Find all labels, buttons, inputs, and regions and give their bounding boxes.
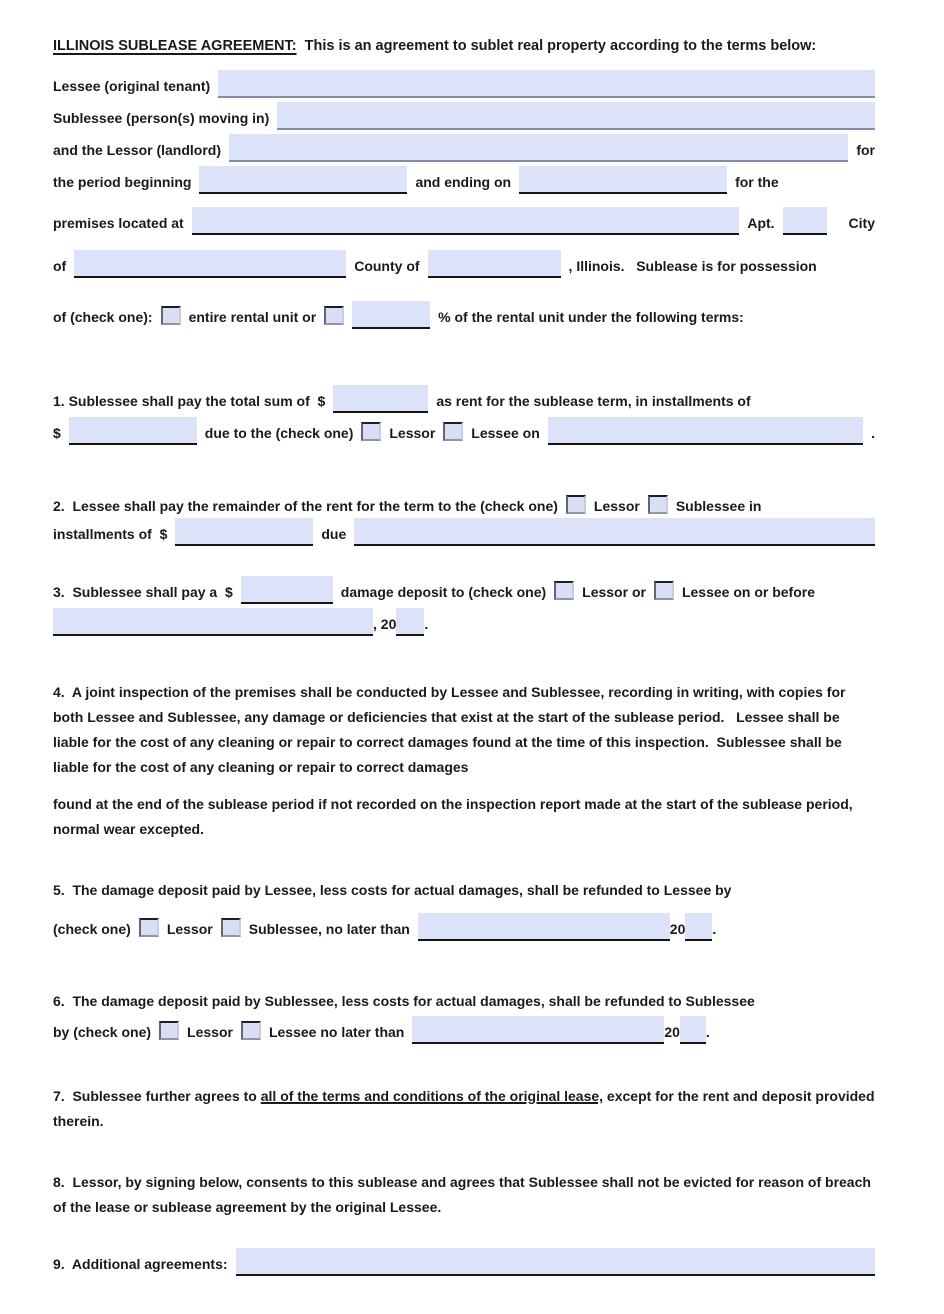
c6-lessor-checkbox[interactable]	[159, 1021, 179, 1040]
c6-period-text: .	[705, 1024, 710, 1040]
lessee-label: Lessee (original tenant)	[53, 78, 211, 94]
c2-installment-field[interactable]	[175, 518, 313, 546]
clause3-mid-text: damage deposit to (check one)	[340, 584, 547, 600]
c6-date-group	[412, 1016, 709, 1044]
clause9-label: 9. Additional agreements:	[53, 1256, 228, 1272]
clause5-line1: 5. The damage deposit paid by Lessee, less costs for actual damages, shall be refunded to Lessee by	[53, 882, 732, 898]
c1-lessor-label: Lessor	[389, 425, 436, 441]
c5-sublessee-checkbox[interactable]	[221, 918, 241, 937]
clause3-line2	[53, 608, 875, 636]
city-of-label: of	[53, 258, 67, 274]
c3-period-text: .	[424, 616, 429, 632]
clause9-row	[53, 1248, 875, 1276]
clause3-pre-text: 3. Sublessee shall pay a $	[53, 584, 233, 600]
percent-suffix-text: % of the rental unit under the following terms:	[438, 309, 744, 325]
possession-choice-row	[53, 301, 875, 329]
premises-label: premises located at	[53, 215, 184, 231]
period-row-suffix: for the	[735, 174, 779, 190]
document-title-rest: This is an agreement to sublet real property according to the terms below:	[296, 38, 817, 54]
clause2-text: 2. Lessee shall pay the remainder of the rent for the term to the (check one)	[53, 498, 558, 514]
c3-date-field[interactable]	[53, 608, 373, 636]
clause2-line2	[53, 518, 875, 546]
clause6-line2	[53, 1016, 875, 1044]
clause7-post-text: except for the rent and deposit provided therein.	[53, 1088, 879, 1129]
clause1-line1	[53, 385, 875, 413]
c3-lessee-label: Lessee on or before	[681, 584, 815, 600]
premises-row	[53, 207, 875, 235]
c6-lessor-label: Lessor	[187, 1024, 233, 1040]
c5-year-prefix: 20	[669, 921, 686, 937]
city-county-row	[53, 250, 875, 278]
clause7-pre-text: 7. Sublessee further agrees to	[53, 1088, 261, 1104]
sublessee-label: Sublessee (person(s) moving in)	[53, 110, 270, 126]
c5-sublessee-label: Sublessee, no later than	[248, 921, 410, 937]
lessor-row	[53, 134, 875, 162]
clause4-paragraph2: found at the end of the sublease period if not recorded on the inspection report made at the start of the sublease period, normal wear excepted.	[53, 796, 857, 837]
total-sum-field[interactable]	[333, 385, 428, 413]
c2-lessor-label: Lessor	[593, 498, 640, 514]
c5-lessor-label: Lessor	[166, 921, 213, 937]
clause2-due-label: due	[321, 526, 347, 542]
clause1-post-text: as rent for the sublease term, in installments of	[436, 393, 751, 409]
c5-lessor-checkbox[interactable]	[139, 918, 159, 937]
entire-unit-label: entire rental unit or	[188, 309, 317, 325]
clause3-line1	[53, 576, 875, 604]
c1-lessee-on-label: Lessee on	[471, 425, 540, 441]
clause1-dollar-label: $	[53, 425, 61, 441]
lessee-row	[53, 70, 875, 98]
c6-year-field[interactable]	[680, 1016, 706, 1044]
period-begin-label: the period beginning	[53, 174, 192, 190]
c6-lessee-checkbox[interactable]	[241, 1021, 261, 1040]
lessee-field[interactable]	[218, 70, 875, 98]
illinois-possession-text: , Illinois. Sublease is for possession	[568, 258, 817, 274]
lessor-field[interactable]	[229, 134, 848, 162]
clause7-paragraph	[53, 1084, 879, 1134]
percent-field[interactable]	[352, 301, 430, 329]
c5-date-field[interactable]	[418, 913, 670, 941]
check-one-label: of (check one):	[53, 309, 153, 325]
c3-lessee-checkbox[interactable]	[654, 581, 674, 600]
period-end-label: and ending on	[415, 174, 512, 190]
c6-year-prefix: 20	[664, 1024, 680, 1040]
sublessee-row	[53, 102, 875, 130]
installment-amount-field[interactable]	[69, 417, 197, 445]
clause2-line1	[53, 495, 875, 518]
apt-field[interactable]	[783, 207, 827, 235]
c3-year-field[interactable]	[396, 608, 424, 636]
period-end-field[interactable]	[519, 166, 727, 194]
c6-lessee-label: Lessee no later than	[268, 1024, 405, 1040]
apt-label: Apt.	[747, 215, 775, 231]
clause2-installments-label: installments of $	[53, 526, 168, 542]
document-title	[53, 34, 863, 59]
period-row	[53, 166, 875, 194]
clause1-pre-text: 1. Sublessee shall pay the total sum of $	[53, 393, 326, 409]
c2-sublessee-checkbox[interactable]	[648, 495, 668, 514]
c5-date-group	[418, 913, 716, 941]
period-begin-field[interactable]	[199, 166, 407, 194]
city-label: City	[848, 215, 875, 231]
document-title-heading: ILLINOIS SUBLEASE AGREEMENT:	[53, 38, 297, 54]
city-field[interactable]	[74, 250, 346, 278]
clause4-paragraph1: 4. A joint inspection of the premises shall be conducted by Lessee and Sublessee, recording in writing, with copies for both Lessee and Sublessee, any damage or deficiencies that exist at the start of the sublease period. Lessee shall be liable for the cost of any cleaning or repair to correct damages found at the time of this inspection. Sublessee shall be liable for the cost of any cleaning or repair to correct damages	[53, 684, 850, 775]
entire-unit-checkbox[interactable]	[161, 306, 181, 325]
county-field[interactable]	[428, 250, 561, 278]
c3-lessor-checkbox[interactable]	[554, 581, 574, 600]
c5-period-text: .	[712, 921, 717, 937]
clause6-line1: 6. The damage deposit paid by Sublessee, less costs for actual damages, shall be refunded to Sublessee	[53, 993, 755, 1009]
c3-lessor-label: Lessor or	[582, 584, 646, 600]
clause1-line2	[53, 417, 875, 445]
c3-year-prefix: , 20	[373, 616, 397, 632]
c1-period-text: .	[871, 425, 875, 441]
c2-due-field[interactable]	[354, 518, 875, 546]
sublessee-field[interactable]	[277, 102, 875, 130]
additional-agreements-field[interactable]	[236, 1248, 875, 1276]
clause8-paragraph: 8. Lessor, by signing below, consents to this sublease and agrees that Sublessee shall not be evicted for reason of breach of the lease or sublease agreement by the original Lessee.	[53, 1174, 875, 1215]
c1-lessee-checkbox[interactable]	[443, 422, 463, 441]
c5-year-field[interactable]	[685, 913, 712, 941]
clause1-due-text: due to the (check one)	[204, 425, 354, 441]
premises-field[interactable]	[192, 207, 740, 235]
c5-check-one-label: (check one)	[53, 921, 131, 937]
c6-date-field[interactable]	[412, 1016, 664, 1044]
c1-lessor-checkbox[interactable]	[361, 422, 381, 441]
c1-due-date-field[interactable]	[548, 417, 863, 445]
c2-sublessee-label: Sublessee in	[675, 498, 762, 514]
percent-checkbox[interactable]	[324, 306, 344, 325]
clause5-line2	[53, 913, 875, 941]
lessor-label: and the Lessor (landlord)	[53, 142, 222, 158]
county-label: County of	[354, 258, 420, 274]
c6-check-one-label: by (check one)	[53, 1024, 152, 1040]
c2-lessor-checkbox[interactable]	[566, 495, 586, 514]
clause7-underlined-text: all of the terms and conditions of the original lease,	[260, 1088, 604, 1104]
lessor-row-suffix: for	[856, 142, 875, 158]
damage-deposit-field[interactable]	[241, 576, 333, 604]
